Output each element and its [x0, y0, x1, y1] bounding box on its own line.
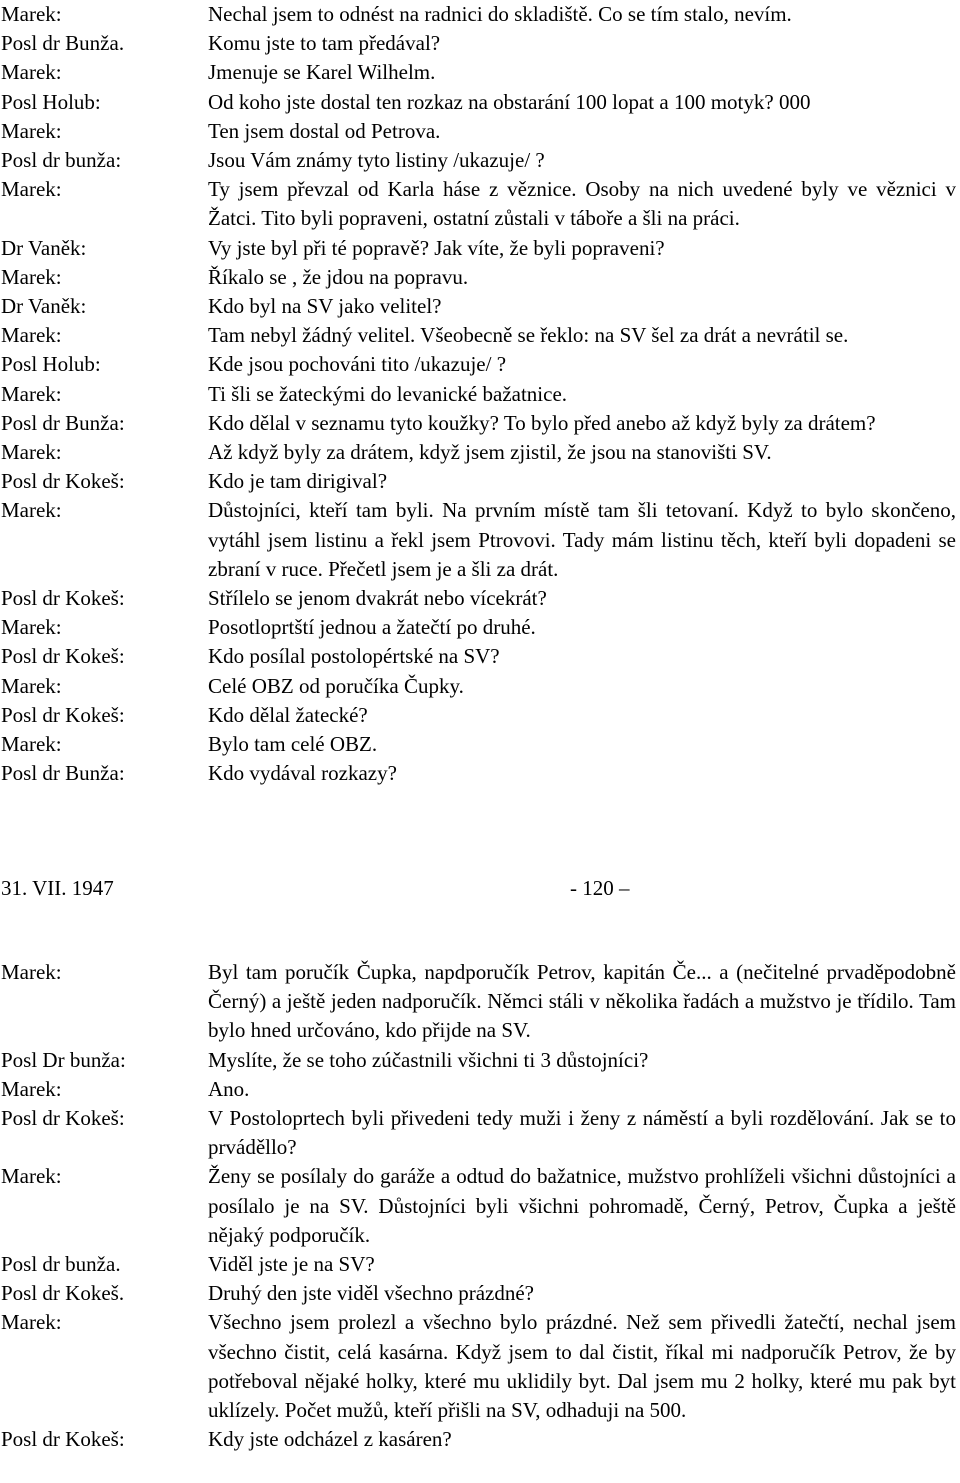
utterance-text: Vy jste byl při té popravě? Jak víte, že byli popraveni?: [208, 235, 665, 260]
utterance-text: Kde jsou pochováni tito /ukazuje/ ?: [208, 352, 507, 377]
utterance-text: Kdo byl na SV jako velitel?: [208, 294, 442, 319]
transcript-row: [0, 467, 960, 496]
speaker-label: Posl dr Kokeš:: [1, 1106, 125, 1131]
transcript-row: [0, 1075, 960, 1104]
transcript-row: [0, 613, 960, 642]
speaker-label: Marek:: [1, 118, 62, 143]
page-footer: [0, 873, 960, 903]
transcript-row: [0, 730, 960, 759]
speaker-label: Dr Vaněk:: [1, 235, 87, 260]
transcript-row: [0, 438, 960, 467]
speaker-label: Posl dr Kokeš:: [1, 644, 125, 669]
utterance-text: Celé OBZ od poručíka Čupky.: [208, 673, 464, 698]
utterance-text: Kdo posílal postolopértské na SV?: [208, 644, 500, 669]
utterance-text: Kdo vydával rozkazy?: [208, 761, 397, 786]
speaker-label: Marek:: [1, 498, 62, 523]
transcript-row: [0, 496, 960, 584]
speaker-label: Posl dr bunža.: [1, 1252, 121, 1277]
utterance-text: Střílelo se jenom dvakrát nebo vícekrát?: [208, 586, 547, 611]
utterance-text: Nechal jsem to odnést na radnici do skladiště. Co se tím stalo, nevím.: [208, 2, 792, 26]
transcript-page-2: [0, 958, 960, 1454]
transcript-row: [0, 292, 960, 321]
speaker-label: Posl dr Kokeš.: [1, 1281, 125, 1306]
transcript-row: [0, 1425, 960, 1454]
transcript-row: [0, 759, 960, 788]
utterance-text: Ti šli se žateckými do levanické bažatnice.: [208, 381, 568, 406]
transcript-row: [0, 1279, 960, 1308]
speaker-label: Marek:: [1, 264, 62, 289]
utterance-text: Kdo je tam dirigival?: [208, 469, 388, 494]
utterance-text: Druhý den jste viděl všechno prázdné?: [208, 1281, 534, 1306]
utterance-text: Až když byly za drátem, když jsem zjistil, že jsou na stanovišti SV.: [208, 440, 772, 465]
transcript-row: [0, 1046, 960, 1075]
speaker-label: Marek:: [1, 381, 62, 406]
speaker-label: Posl dr Kokeš:: [1, 586, 125, 611]
speaker-label: Marek:: [1, 1076, 62, 1101]
transcript-row: [0, 29, 960, 58]
utterance-text: Jmenuje se Karel Wilhelm.: [208, 60, 436, 85]
utterance-text: V Postoloprtech byli přivedeni tedy muži i ženy z náměstí a byli rozdělování. Jak se to prváděllo?: [208, 1106, 956, 1160]
transcript-row: [0, 584, 960, 613]
speaker-label: Posl dr Kokeš:: [1, 702, 125, 727]
utterance-text: Ty jsem převzal od Karla háse z věznice. Osoby na nich uvedené byly ve věznici v Žatci. Tito byli popraveni, ostatní zůstali v táboře a šli na práci.: [208, 177, 956, 231]
transcript-row: [0, 701, 960, 730]
transcript-row: [0, 1104, 960, 1162]
speaker-label: Posl dr Bunža:: [1, 761, 125, 786]
utterance-text: Jsou Vám známy tyto listiny /ukazuje/ ?: [208, 148, 545, 173]
speaker-label: Marek:: [1, 177, 62, 202]
speaker-label: Marek:: [1, 2, 62, 26]
utterance-text: Viděl jste je na SV?: [208, 1252, 375, 1277]
speaker-label: Marek:: [1, 60, 62, 85]
transcript-row: [0, 234, 960, 263]
speaker-label: Posl dr Bunža:: [1, 410, 125, 435]
utterance-text: Důstojníci, kteří tam byli. Na prvním místě tam šli tetovaní. Když to bylo skončeno, vytáhl jsem listinu a řekl jsem Ptrovovi. Tady mám listinu těch, kteří byli dopadeni se zbraní v ruce. Přečetl jsem je a šli za drát.: [208, 498, 956, 581]
utterance-text: Myslíte, že se toho zúčastnili všichni ti 3 důstojníci?: [208, 1047, 649, 1072]
transcript-row: [0, 672, 960, 701]
transcript-row: [0, 1162, 960, 1250]
transcript-row: [0, 1250, 960, 1279]
speaker-label: Marek:: [1, 1164, 62, 1189]
transcript-row: [0, 175, 960, 233]
utterance-text: Bylo tam celé OBZ.: [208, 732, 378, 757]
speaker-label: Marek:: [1, 732, 62, 757]
utterance-text: Ano.: [208, 1076, 250, 1101]
speaker-label: Marek:: [1, 615, 62, 640]
page-number: - 120 –: [570, 876, 630, 900]
transcript-row: [0, 0, 960, 29]
speaker-label: Posl Holub:: [1, 89, 101, 114]
utterance-text: Všechno jsem prolezl a všechno bylo prázdné. Než sem přivedli žatečtí, nechal jsem všechno čistit, celá kasárna. Když jsem to dal čistit, říkal mi nadporučík Petrov, že by potřeboval nějaké holky, které mu uklidily byt. Dal jsem mu 2 holky, které mu pak byt uklízely. Počet mužů, kteří přišli na SV, odhaduji na 500.: [208, 1310, 956, 1423]
utterance-text: Od koho jste dostal ten rozkaz na obstarání 100 lopat a 100 motyk? 000: [208, 89, 811, 114]
utterance-text: Komu jste to tam předával?: [208, 31, 441, 56]
transcript-row: [0, 958, 960, 1046]
speaker-label: Marek:: [1, 673, 62, 698]
transcript-row: [0, 88, 960, 117]
transcript-row: [0, 380, 960, 409]
utterance-text: Říkalo se , že jdou na popravu.: [208, 264, 469, 289]
speaker-label: Posl dr Bunža.: [1, 31, 125, 56]
transcript-row: [0, 1308, 960, 1425]
transcript-row: [0, 642, 960, 671]
utterance-text: Ženy se posílaly do garáže a odtud do bažatnice, mužstvo prohlíželi všichni důstojníci a posílalo je na SV. Důstojníci byli všichni pohromadě, Černý, Petrov, Čupka a ještě nějaký podporučík.: [208, 1164, 956, 1247]
speaker-label: Posl Dr bunža:: [1, 1047, 126, 1072]
speaker-label: Dr Vaněk:: [1, 294, 87, 319]
transcript-row: [0, 117, 960, 146]
transcript-row: [0, 263, 960, 292]
utterance-text: Posotloprtští jednou a žatečtí po druhé.: [208, 615, 536, 640]
transcript-row: [0, 58, 960, 87]
transcript-row: [0, 146, 960, 175]
utterance-text: Kdy jste odcházel z kasáren?: [208, 1427, 452, 1452]
utterance-text: Kdo dělal v seznamu tyto koužky? To bylo před anebo až když byly za drátem?: [208, 410, 876, 435]
transcript-row: [0, 350, 960, 379]
speaker-label: Marek:: [1, 1310, 62, 1335]
speaker-label: Marek:: [1, 960, 62, 984]
transcript-row: [0, 321, 960, 350]
speaker-label: Posl Holub:: [1, 352, 101, 377]
speaker-label: Marek:: [1, 323, 62, 348]
footer-date: 31. VII. 1947: [1, 876, 114, 900]
utterance-text: Tam nebyl žádný velitel. Všeobecně se řeklo: na SV šel za drát a nevrátil se.: [208, 323, 849, 348]
utterance-text: Byl tam poručík Čupka, napdporučík Petrov, kapitán Če... a (nečitelné prvaděpodobně Černý) a ještě jeden nadporučík. Němci stáli v několika řadách a mužstvo je třídilo. Tam bylo hned určováno, kdo přijde na SV.: [208, 960, 956, 1043]
speaker-label: Marek:: [1, 440, 62, 465]
utterance-text: Ten jsem dostal od Petrova.: [208, 118, 441, 143]
speaker-label: Posl dr bunža:: [1, 148, 122, 173]
speaker-label: Posl dr Kokeš:: [1, 1427, 125, 1452]
transcript-row: [0, 409, 960, 438]
speaker-label: Posl dr Kokeš:: [1, 469, 125, 494]
utterance-text: Kdo dělal žatecké?: [208, 702, 368, 727]
